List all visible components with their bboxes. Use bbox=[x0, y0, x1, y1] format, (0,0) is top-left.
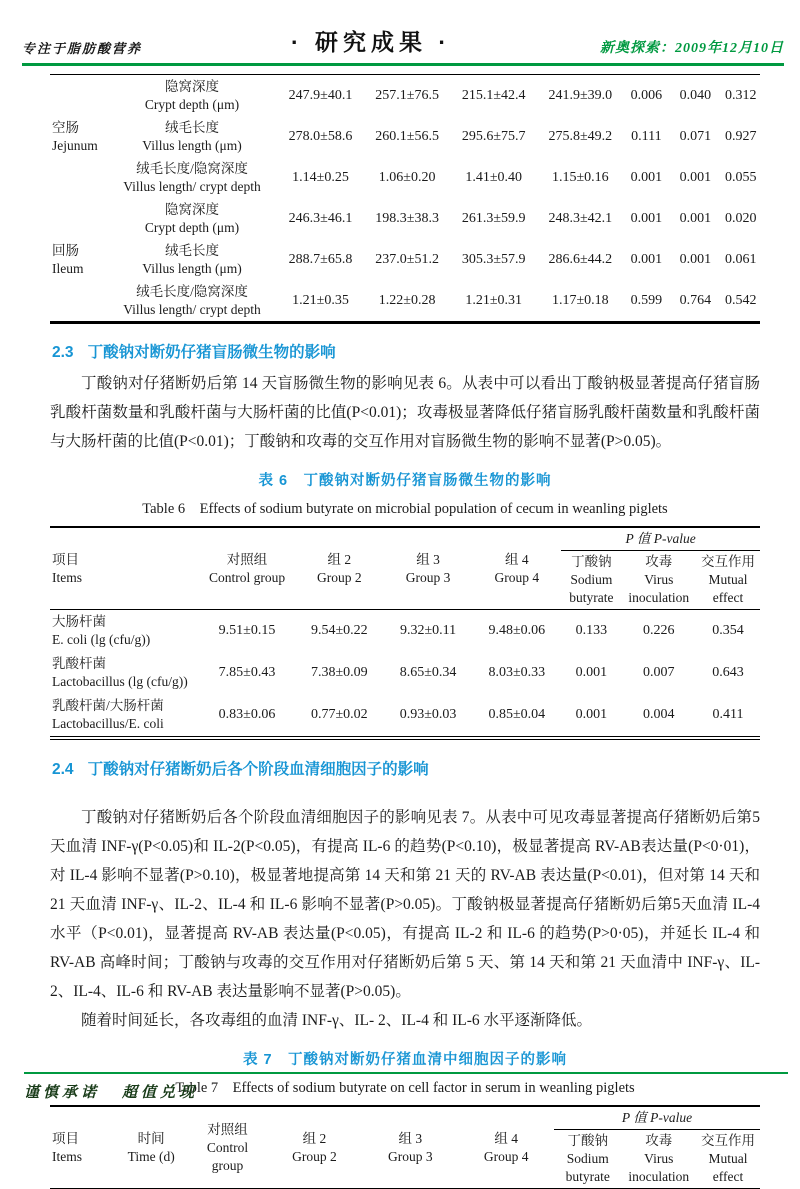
item-label: 绒毛长度 Villus length (μm) bbox=[142, 242, 242, 276]
value-cell: 0.001 bbox=[679, 251, 712, 267]
col-group2: 组 2 Group 2 bbox=[292, 1130, 337, 1164]
table6-title-cn: 表 6 丁酸钠对断奶仔猪盲肠微生物的影响 bbox=[258, 473, 552, 489]
value-cell: 286.6±44.2 bbox=[548, 251, 613, 267]
col-group3: 组 3 Group 3 bbox=[405, 551, 451, 585]
value-cell: 9.32±0.11 bbox=[399, 623, 457, 638]
table-row bbox=[50, 694, 760, 738]
header-section-title: · 研究成果 · bbox=[290, 29, 452, 55]
table-row bbox=[50, 157, 760, 198]
value-cell: 0.226 bbox=[643, 623, 675, 638]
col-group3: 组 3 Group 3 bbox=[387, 1130, 433, 1164]
item-label: 隐窝深度 Crypt depth (μm) bbox=[144, 78, 240, 112]
value-cell: 1.21±0.31 bbox=[465, 292, 523, 308]
value-cell: 0.001 bbox=[630, 210, 663, 226]
value-cell: 7.38±0.09 bbox=[310, 665, 368, 680]
col-p-butyrate: 丁酸钠 Sodium butyrate bbox=[565, 1133, 610, 1184]
item-label: 隐窝深度 Crypt depth (μm) bbox=[144, 201, 240, 235]
value-cell: 0.001 bbox=[575, 707, 608, 722]
col-p-butyrate: 丁酸钠 Sodium butyrate bbox=[569, 554, 614, 605]
table7-title-en: Table 7 Effects of sodium butyrate on cell factor in serum in weanling piglets bbox=[175, 1080, 635, 1096]
table-row bbox=[50, 116, 760, 157]
col-p-virus: 攻毒 Virus inoculation bbox=[628, 1133, 690, 1184]
col-items: 项目 Items bbox=[52, 1130, 82, 1164]
item-label: 绒毛长度/隐窝深度 Villus length/ crypt depth bbox=[123, 283, 261, 317]
section-title: 丁酸钠对断奶仔猪盲肠微生物的影响 bbox=[87, 344, 336, 361]
value-cell: 0.77±0.02 bbox=[310, 707, 368, 722]
header-date-right: 新奥探索：2009年12月10日 bbox=[600, 41, 784, 56]
value-cell: 9.48±0.06 bbox=[488, 623, 546, 638]
table6-title-en: Table 6 Effects of sodium butyrate on microbial population of cecum in weanling piglets bbox=[142, 501, 668, 517]
col-control: 对照组 Control group bbox=[208, 551, 286, 585]
value-cell: 0.354 bbox=[712, 623, 744, 638]
villus-crypt-table-body bbox=[50, 75, 760, 323]
value-cell: 0.001 bbox=[679, 169, 712, 185]
value-cell: 275.8±49.2 bbox=[548, 128, 613, 144]
item-label: 乳酸杆菌 Lactobacillus (lg (cfu/g)) bbox=[52, 656, 188, 689]
value-cell: 9.51±0.15 bbox=[218, 623, 276, 638]
p-value-span: P 值 P-value bbox=[561, 527, 760, 551]
table-row bbox=[50, 75, 760, 117]
value-cell: 8.65±0.34 bbox=[399, 665, 457, 680]
footer-slogan: 谨慎承诺 超值兑现 bbox=[24, 1085, 199, 1101]
value-cell: 295.6±75.7 bbox=[461, 128, 526, 144]
page-body bbox=[50, 74, 760, 1189]
value-cell: 0.764 bbox=[679, 292, 712, 308]
value-cell: 0.643 bbox=[712, 665, 744, 680]
value-cell: 0.411 bbox=[712, 707, 744, 722]
col-p-mutual: 交互作用 Mutual effect bbox=[701, 1133, 756, 1184]
value-cell: 1.17±0.18 bbox=[551, 292, 609, 308]
value-cell: 0.061 bbox=[725, 251, 757, 267]
value-cell: 257.1±76.5 bbox=[375, 87, 439, 103]
value-cell: 1.21±0.35 bbox=[292, 292, 349, 308]
col-group4: 组 4 Group 4 bbox=[483, 1130, 529, 1164]
value-cell: 247.9±40.1 bbox=[288, 87, 353, 103]
serum-cytokine-table bbox=[50, 1105, 760, 1189]
section-2-3-paragraph: 丁酸钠对仔猪断奶后第 14 天盲肠微生物的影响见表 6。从表中可以看出丁酸钠极显著提高仔猪盲肠乳酸杆菌数量和乳酸杆菌与大肠杆菌的比值(P<0.01)；攻毒极显著降低仔猪盲肠乳酸杆菌数量和乳酸杆菌与大肠杆菌的比值(P<0.01)；丁酸钠和攻毒的交互作用对盲肠微生物的影响不显著(P>0.05)。 bbox=[50, 375, 760, 450]
value-cell: 7.85±0.43 bbox=[218, 665, 276, 680]
value-cell: 248.3±42.1 bbox=[548, 210, 613, 226]
page-footer bbox=[24, 1072, 788, 1102]
value-cell: 0.542 bbox=[725, 292, 757, 308]
value-cell: 0.001 bbox=[575, 665, 608, 680]
item-label: 大肠杆菌 E. coli (lg (cfu/g)) bbox=[52, 614, 151, 647]
cecum-table-header bbox=[50, 527, 760, 610]
villus-crypt-table bbox=[50, 74, 760, 324]
value-cell: 215.1±42.4 bbox=[461, 87, 526, 103]
col-time: 时间 Time (d) bbox=[127, 1130, 175, 1164]
col-p-mutual: 交互作用 Mutual effect bbox=[701, 554, 756, 605]
value-cell: 278.0±58.6 bbox=[288, 128, 353, 144]
group-label: 空肠 Jejunum bbox=[52, 119, 98, 153]
col-group2: 组 2 Group 2 bbox=[317, 551, 362, 585]
section-title: 丁酸钠对仔猪断奶后各个阶段血清细胞因子的影响 bbox=[87, 761, 429, 778]
col-control: 对照组 Control group bbox=[206, 1121, 249, 1173]
header-slogan-left: 专注于脂肪酸营养 bbox=[22, 41, 143, 56]
section-2-4-heading bbox=[52, 757, 760, 779]
value-cell: 1.14±0.25 bbox=[292, 169, 349, 185]
item-label: 乳酸杆菌/大肠杆菌 Lactobacillus/E. coli bbox=[52, 698, 164, 731]
value-cell: 1.41±0.40 bbox=[465, 169, 523, 185]
value-cell: 0.020 bbox=[725, 210, 757, 226]
value-cell: 8.03±0.33 bbox=[488, 665, 546, 680]
table-row bbox=[50, 652, 760, 694]
value-cell: 0.007 bbox=[643, 665, 675, 680]
table7-title-cn: 表 7 丁酸钠对断奶仔猪血清中细胞因子的影响 bbox=[242, 1052, 568, 1068]
value-cell: 0.004 bbox=[643, 707, 675, 722]
value-cell: 246.3±46.1 bbox=[288, 210, 353, 226]
section-number: 2.3 bbox=[52, 344, 74, 361]
value-cell: 0.001 bbox=[630, 251, 663, 267]
value-cell: 0.040 bbox=[679, 87, 712, 103]
value-cell: 261.3±59.9 bbox=[461, 210, 526, 226]
value-cell: 288.7±65.8 bbox=[288, 251, 353, 267]
page-header bbox=[22, 24, 784, 66]
value-cell: 0.85±0.04 bbox=[488, 707, 546, 722]
value-cell: 305.3±57.9 bbox=[461, 251, 526, 267]
section-2-4-paragraph-2: 随着时间延长，各攻毒组的血清 INF-γ、IL- 2、IL-4 和 IL-6 水平逐渐降低。 bbox=[81, 1012, 592, 1029]
value-cell: 0.133 bbox=[575, 623, 608, 638]
value-cell: 0.055 bbox=[725, 169, 757, 185]
value-cell: 1.15±0.16 bbox=[551, 169, 609, 185]
item-label: 绒毛长度/隐窝深度 Villus length/ crypt depth bbox=[123, 160, 261, 194]
section-2-3-heading bbox=[52, 340, 760, 362]
value-cell: 0.001 bbox=[679, 210, 712, 226]
cecum-microbial-table bbox=[50, 526, 760, 740]
value-cell: 9.54±0.22 bbox=[310, 623, 368, 638]
value-cell: 0.312 bbox=[725, 87, 757, 103]
value-cell: 237.0±51.2 bbox=[375, 251, 439, 267]
table-row bbox=[50, 198, 760, 239]
col-p-virus: 攻毒 Virus inoculation bbox=[628, 554, 690, 605]
value-cell: 0.071 bbox=[679, 128, 712, 144]
value-cell: 0.001 bbox=[630, 169, 663, 185]
value-cell: 0.111 bbox=[631, 128, 662, 144]
table-row bbox=[50, 239, 760, 280]
serum-table-header bbox=[50, 1106, 760, 1189]
p-value-span: P 值 P-value bbox=[554, 1106, 760, 1130]
section-number: 2.4 bbox=[52, 761, 74, 778]
col-group4: 组 4 Group 4 bbox=[494, 551, 540, 585]
col-items: 项目 Items bbox=[52, 551, 82, 585]
value-cell: 0.83±0.06 bbox=[218, 707, 276, 722]
value-cell: 0.006 bbox=[630, 87, 663, 103]
value-cell: 241.9±39.0 bbox=[548, 87, 613, 103]
section-2-4-paragraph-1: 丁酸钠对仔猪断奶后各个阶段血清细胞因子的影响见表 7。从表中可见攻毒显著提高仔猪断奶后第5 天血清 INF-γ(P<0.05)和 IL-2(P<0.05)，有提高 IL-6 的趋势(P<0.10)，极显著提高 RV-AB表达量(P<0·01)，对 IL-4 影响不显著(P>0.10)，极显著地提高第 14 天和第 21 天的 RV-AB 表达量(P<0.01)，但对第 14 天和 21 天血清 INF-γ、IL-2、IL-4 和 IL-6 影响不显著(P>0.05)。丁酸钠极显著提高仔猪断奶后第5天血清 IL-4 水平（P<0.01)，显著提高 RV-AB 表达量(P<0.05)，有提高 IL-2 和 IL-6 的趋势(P>0·05)，并延长 IL-4 和RV-AB 高峰时间；丁酸钠与攻毒的交互作用对仔猪断奶后第 5 天、第 14 天和第 21 天血清中 INF-γ、IL-2、IL-4、IL-6 和 RV-AB 表达量影响不显著(P>0.05)。 bbox=[50, 809, 760, 1000]
value-cell: 0.927 bbox=[725, 128, 757, 144]
value-cell: 1.22±0.28 bbox=[378, 292, 436, 308]
value-cell: 0.599 bbox=[630, 292, 663, 308]
table-row bbox=[50, 610, 760, 653]
value-cell: 198.3±38.3 bbox=[375, 210, 439, 226]
table-row bbox=[50, 280, 760, 323]
value-cell: 1.06±0.20 bbox=[378, 169, 436, 185]
group-label: 回肠 Ileum bbox=[52, 242, 84, 276]
item-label: 绒毛长度 Villus length (μm) bbox=[142, 119, 242, 153]
value-cell: 260.1±56.5 bbox=[375, 128, 439, 144]
cecum-table-body bbox=[50, 610, 760, 739]
value-cell: 0.93±0.03 bbox=[399, 707, 457, 722]
